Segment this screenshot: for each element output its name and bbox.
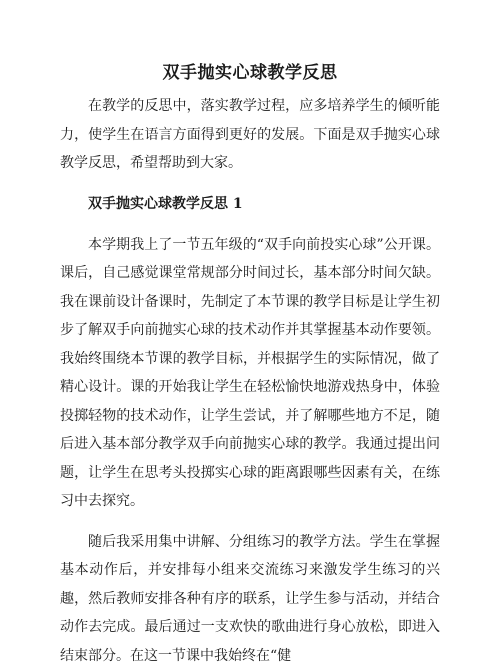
body-paragraph-1: 本学期我上了一节五年级的“双手向前投实心球”公开课。课后，自己感觉课堂常规部分时间过长，基本部分时间欠缺。我在课前设计备课时，先制定了本节课的教学目标是让学生初步了解双手向前抛实心球的技术动作并其掌握基本动作要领。我始终围绕本节课的教学目标，并根据学生的实际情况，做了精心设计。课的开始我让学生在轻松愉快地游戏热身中，体验投掷轻物的技术动作，让学生尝试，并了解哪些地方不足，随后进入基本部分教学双手向前抛实心球的教学。我通过提出问题，让学生在思考头投掷实心球的距离跟哪些因素有关，在练习中去探究。 [60, 231, 440, 516]
section-1 [60, 193, 440, 670]
intro-paragraph: 在教学的反思中，落实教学过程，应多培养学生的倾听能力，使学生在语言方面得到更好的发展。下面是双手抛实心球教学反思，希望帮助到大家。 [60, 92, 440, 178]
section-heading: 双手抛实心球教学反思 1 [60, 193, 440, 215]
document-title: 双手抛实心球教学反思 [60, 60, 440, 86]
body-paragraph-2: 随后我采用集中讲解、分组练习的教学方法。学生在掌握基本动作后，并安排每小组来交流练习来激发学生练习的兴趣，然后教师安排各种有序的联系，让学生参与活动，并结合动作去完成。最后通过一支欢快的歌曲进行身心放松，即进入结束部分。在这一节课中我始终在“健 [60, 528, 440, 670]
